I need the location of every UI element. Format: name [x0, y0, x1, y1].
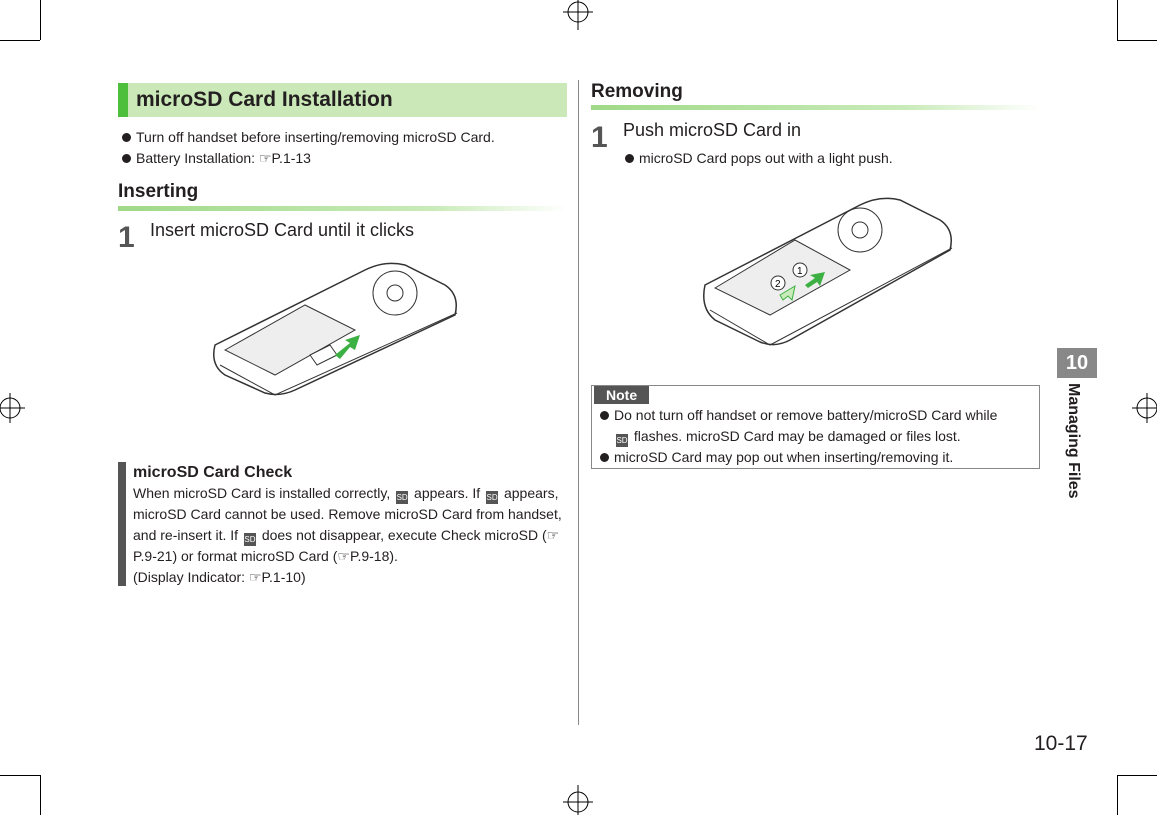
subheading-removing: Removing [591, 81, 683, 102]
page-reference-link[interactable]: P.9-18 [349, 548, 390, 564]
crop-mark [40, 0, 41, 40]
microsd-card-check-box: microSD Card Check When microSD Card is installed correctly, SD appears. If SD appears, microSD Card cannot be used. Remove microSD Card from handset, and re-insert it. If SD does not disappear, execute Check microSD (☞P.9-21) or format microSD Card (☞P.9-18). (Display Indicator: ☞P.1-10) [133, 462, 565, 588]
crop-mark [0, 775, 40, 776]
registration-mark [558, 0, 598, 40]
page-reference-link[interactable]: P.1-13 [271, 150, 311, 166]
crop-mark [1117, 775, 1118, 815]
phone-insert-illustration [195, 255, 465, 405]
reference-hand-icon: ☞ [248, 569, 262, 585]
crop-mark [1117, 40, 1157, 41]
chapter-number-tab[interactable]: 10 [1057, 348, 1097, 378]
reference-hand-icon: ☞ [258, 150, 272, 166]
step-text: Insert microSD Card until it clicks [150, 220, 415, 240]
section-title: microSD Card Installation [136, 88, 393, 111]
note-label: Note [594, 386, 649, 404]
page-reference-link[interactable]: P.1-10 [261, 569, 301, 585]
bullet-item: microSD Card pops out with a light push. [623, 148, 1157, 169]
callout-2: 2 [775, 279, 781, 290]
registration-mark [1127, 388, 1157, 428]
note-item: Do not turn off handset or remove battery/microSD Card while SD flashes. microSD Card may be damaged or files lost. [598, 405, 1014, 447]
step-number: 1 [118, 221, 135, 254]
info-box-bar [118, 462, 126, 586]
page-number: 10-17 [1034, 732, 1088, 755]
bullet-item: Turn off handset before inserting/removing microSD Card. [120, 127, 570, 148]
crop-mark [40, 775, 41, 815]
crop-mark [1117, 0, 1118, 40]
sd-card-icon: SD [616, 436, 628, 445]
reference-hand-icon: ☞ [337, 548, 350, 564]
step-text: Push microSD Card in [623, 120, 802, 140]
phone-remove-illustration [690, 190, 960, 355]
crop-mark [0, 40, 40, 41]
step-number: 1 [591, 121, 608, 154]
sd-card-error-icon: SD [486, 493, 498, 502]
reference-hand-icon: ☞ [546, 527, 560, 543]
section-title-band [118, 83, 567, 117]
info-box-title: microSD Card Check [133, 464, 293, 481]
sd-card-icon: SD [396, 493, 408, 502]
bullet-text: Battery Installation: [136, 150, 259, 166]
chapter-title: Managing Files [1065, 383, 1082, 499]
callout-1: 1 [797, 266, 803, 277]
sd-card-error-icon: SD [244, 535, 256, 544]
subheading-inserting: Inserting [118, 181, 199, 202]
note-item: microSD Card may pop out when inserting/removing it. [598, 447, 1039, 468]
note-box [591, 385, 1040, 469]
bullet-item [120, 148, 570, 169]
page-reference-link[interactable]: P.9-21 [133, 548, 173, 564]
registration-mark [558, 780, 598, 815]
heading-rule [591, 105, 1040, 110]
crop-mark [1117, 775, 1157, 776]
column-divider [578, 80, 579, 725]
registration-mark [0, 388, 30, 428]
heading-rule [118, 206, 567, 211]
